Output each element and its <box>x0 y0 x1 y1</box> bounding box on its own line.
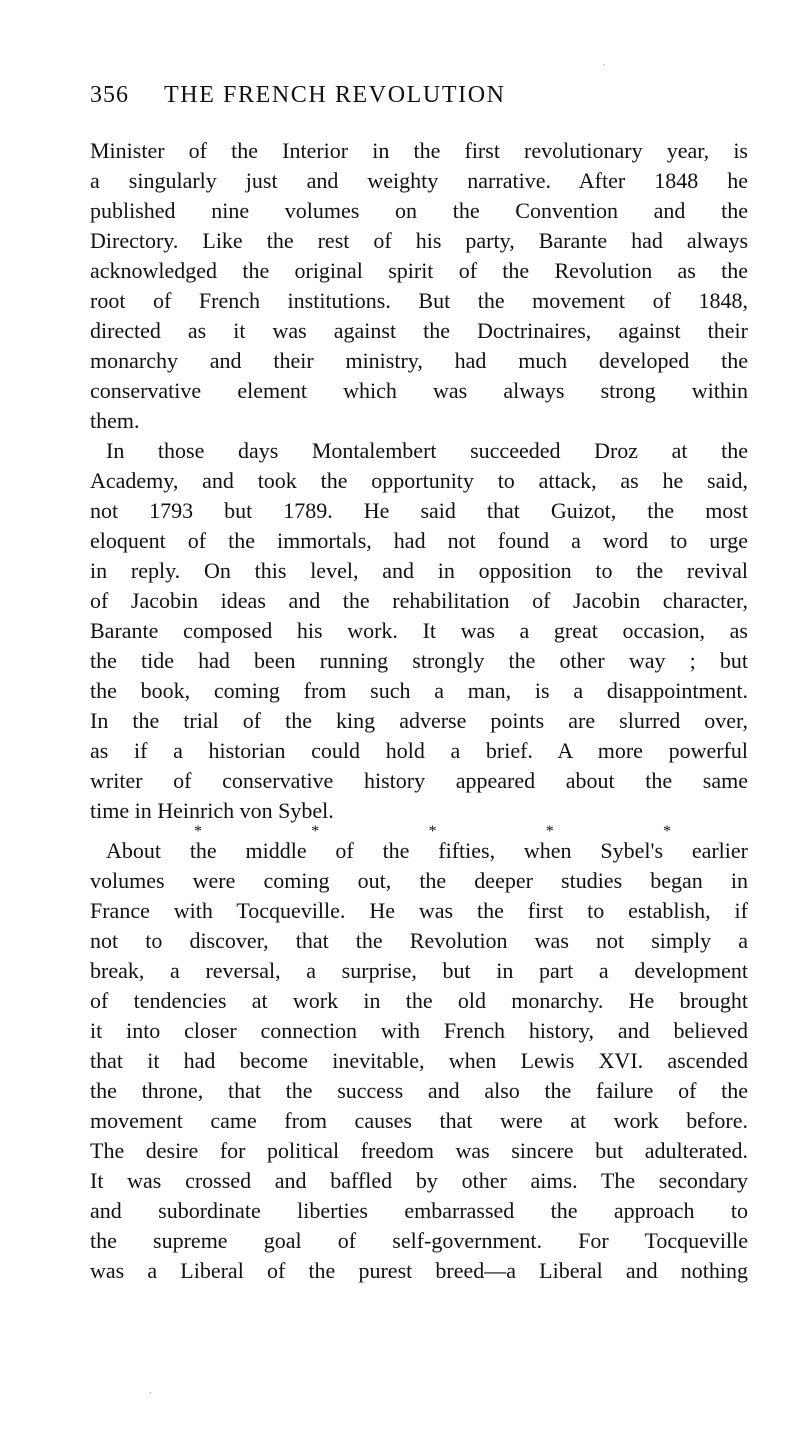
text-line: the book, coming from such a man, is a disappointment. <box>90 678 748 703</box>
asterisk: * <box>194 823 202 840</box>
text-line: of Jacobin ideas and the rehabilitation of Jacobin character, <box>90 588 748 613</box>
text-line: movement came from causes that were at work before. <box>90 1108 748 1133</box>
text-line: About the middle of the fifties, when Sybel's earlier <box>106 838 748 863</box>
asterisk: * <box>545 823 554 840</box>
paragraph-1 <box>90 136 748 436</box>
text-line: break, a reversal, a surprise, but in part a development <box>90 958 748 983</box>
text-line: The desire for political freedom was sincere but adulterated. <box>90 1138 748 1163</box>
paragraph-3 <box>90 836 748 1286</box>
page-body <box>90 136 748 1286</box>
text-line: published nine volumes on the Convention and the <box>90 198 748 223</box>
text-line: Barante composed his work. It was a great occasion, as <box>90 618 748 643</box>
text-line: In the trial of the king adverse points are slurred over, <box>90 708 748 733</box>
text-line: writer of conservative history appeared about the same <box>90 768 748 793</box>
text-line: volumes were coming out, the deeper studies began in <box>90 868 748 893</box>
text-line: monarchy and their ministry, had much developed the <box>90 348 748 373</box>
text-line: in reply. On this level, and in opposition to the revival <box>90 558 748 583</box>
text-line: In those days Montalembert succeeded Droz at the <box>106 438 748 463</box>
text-line: a singularly just and weighty narrative. After 1848 he <box>90 168 748 193</box>
page-number: 356 <box>90 82 129 108</box>
text-line: the supreme goal of self-government. For Tocqueville <box>90 1228 748 1253</box>
running-title: THE FRENCH REVOLUTION <box>164 82 506 108</box>
text-line: the tide had been running strongly the other way ; but <box>90 648 748 673</box>
scan-speck <box>150 1392 151 1393</box>
text-line: eloquent of the immortals, had not found a word to urge <box>90 528 748 553</box>
text-line: as if a historian could hold a brief. A more powerful <box>90 738 748 763</box>
text-line: Academy, and took the opportunity to attack, as he said, <box>90 468 748 493</box>
text-line: Directory. Like the rest of his party, Barante had always <box>90 228 748 253</box>
text-line: that it had become inevitable, when Lewis XVI. ascended <box>90 1048 748 1073</box>
text-line: not 1793 but 1789. He said that Guizot, the most <box>90 498 748 523</box>
text-line: time in Heinrich von Sybel. <box>90 798 334 823</box>
text-line: directed as it was against the Doctrinaires, against their <box>90 318 748 343</box>
text-line: them. <box>90 408 140 433</box>
text-line: of tendencies at work in the old monarchy. He brought <box>90 988 748 1013</box>
asterisk: * <box>663 823 671 840</box>
running-header <box>90 82 650 114</box>
text-line: Minister of the Interior in the first revolutionary year, is <box>90 138 748 163</box>
text-line: conservative element which was always strong within <box>90 378 748 403</box>
asterisk: * <box>428 823 437 840</box>
text-line: not to discover, that the Revolution was not simply a <box>90 928 748 953</box>
text-line: and subordinate liberties embarrassed the approach to <box>90 1198 748 1223</box>
text-line: acknowledged the original spirit of the Revolution as the <box>90 258 748 283</box>
paragraph-2 <box>90 436 748 826</box>
text-line: It was crossed and baffled by other aims. The secondary <box>90 1168 748 1193</box>
text-line: root of French institutions. But the movement of 1848, <box>90 288 748 313</box>
text-line: was a Liberal of the purest breed—a Liberal and nothing <box>90 1258 748 1283</box>
text-line: it into closer connection with French history, and believed <box>90 1018 748 1043</box>
text-line: France with Tocqueville. He was the first to establish, if <box>90 898 748 923</box>
asterisk: * <box>311 823 320 840</box>
text-line: the throne, that the success and also the failure of the <box>90 1078 748 1103</box>
scan-speck <box>604 64 605 65</box>
